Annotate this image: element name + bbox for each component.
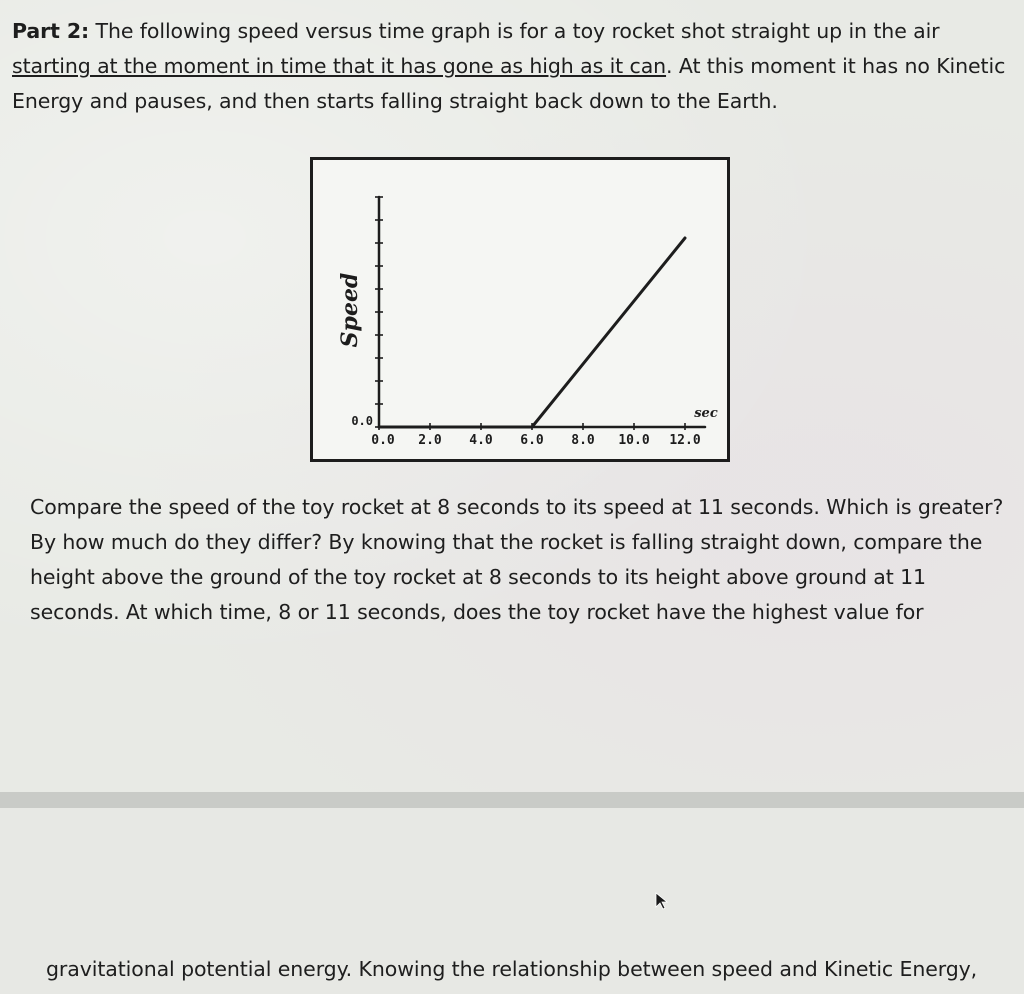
part2-intro (12, 14, 1017, 119)
part2-intro-text-a: The following speed versus time graph is for a toy rocket shot straight up in the air (89, 19, 940, 43)
speed-time-chart (313, 160, 727, 459)
speed-time-graph (310, 157, 730, 462)
x-axis-tick-label: 0.0 (371, 433, 395, 448)
speed-series-line (379, 238, 685, 427)
x-axis-unit-label: sec (694, 406, 718, 421)
part2-intro-text-b: . At this moment it has no Kinetic Energy and pauses, and then starts falling straight back down to the Earth. (12, 54, 1006, 113)
arrow-cursor-icon (655, 892, 669, 910)
x-axis-tick-label: 4.0 (469, 433, 493, 448)
y-axis-label: Speed (337, 272, 363, 348)
page-divider (0, 792, 1024, 808)
x-axis-tick-labels (371, 433, 701, 448)
x-axis-tick-label: 10.0 (618, 433, 650, 448)
part2-intro-underlined: starting at the moment in time that it has gone as high as it can (12, 54, 667, 78)
y-origin-label: 0.0 (351, 414, 373, 428)
part2-label: Part 2: (12, 19, 90, 43)
x-axis-tick-label: 6.0 (520, 433, 544, 448)
continuation-text: gravitational potential energy. Knowing the relationship between speed and Kinetic Energy, (46, 957, 978, 981)
question-text: Compare the speed of the toy rocket at 8 seconds to its speed at 11 seconds. Which is greater? By how much do they differ? By knowing that the rocket is falling straight down, compare the height above the ground of the toy rocket at 8 seconds to its height above ground at 11 seconds. At which time, 8 or 11 seconds, does the toy rocket have the highest value for (30, 495, 1004, 624)
x-axis-tick-label: 8.0 (571, 433, 595, 448)
x-axis-tick-label: 12.0 (669, 433, 701, 448)
x-axis-tick-label: 2.0 (418, 433, 442, 448)
